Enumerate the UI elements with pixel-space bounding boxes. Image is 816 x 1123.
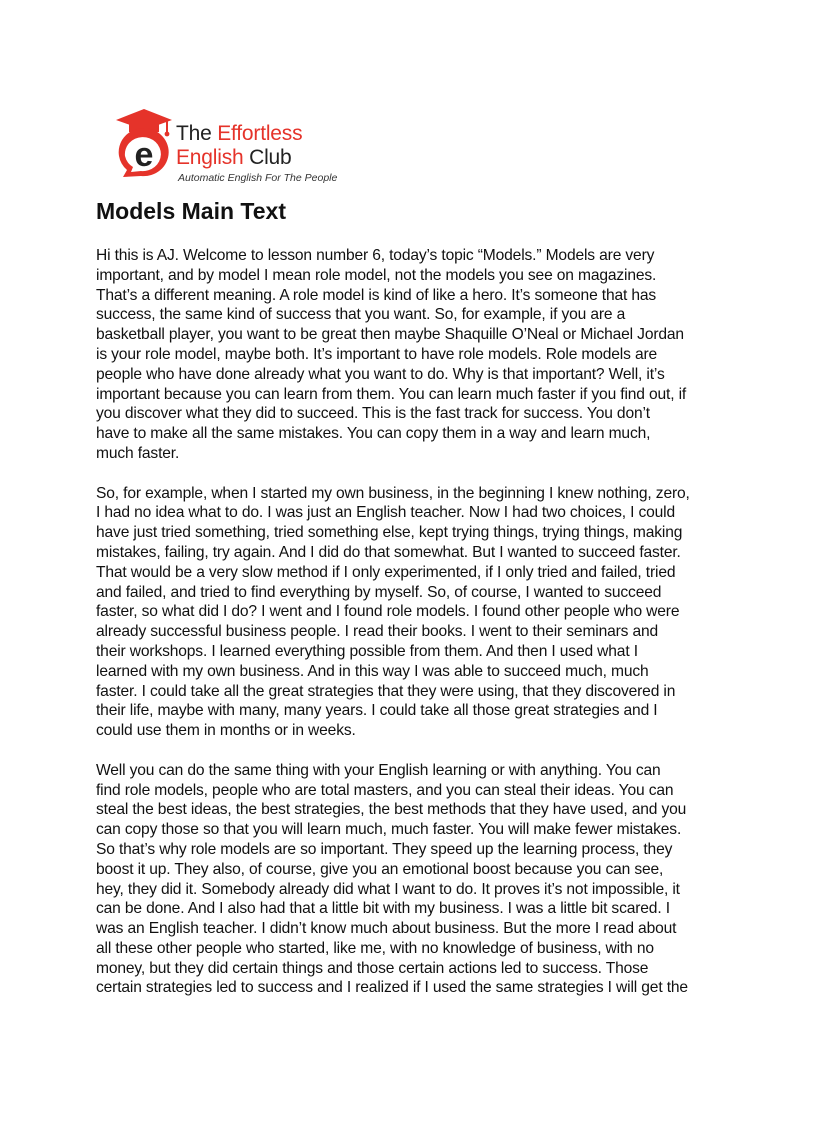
logo-mark-letter: e bbox=[134, 136, 154, 174]
body-paragraph-3: Well you can do the same thing with your English learning or with anything. You can find role models, people who are total masters, and you can steal their ideas. You can steal the best ideas, the best strategies, the best methods that they have used, and you can copy those so that you will learn much, much faster. You will make fewer mistakes. So that’s why role models are so important. They speed up the learning process, they boost it up. They also, of course, give you an emotional boost because you can see, hey, they did it. Somebody already did what I want to do. It proves it’s not impossible, it can be done. And I also had that a little bit with my business. I was a little bit scared. I was an English teacher. I didn’t know much about business. But the more I read about all these other people who started, like me, with no knowledge of business, with no money, but they did certain things and those certain actions led to success. Those certain strategies led to success and I realized if I used the same strategies I will get the bbox=[96, 761, 688, 997]
logo-tagline: Automatic English For The People bbox=[178, 172, 338, 184]
document-title: Models Main Text bbox=[96, 198, 286, 224]
logo-word-club: Club bbox=[249, 146, 292, 169]
body-paragraph-2: So, for example, when I started my own business, in the beginning I knew nothing, zero, I had no idea what to do. I was just an English teacher. Now I had two choices, I could have just tried something, tried something else, kept trying things, trying things, making mistakes, failing, try again. And I did do that somewhat. But I wanted to succeed faster. That would be a very slow method if I only experimented, if I only tried and failed, tried and failed, and tried to find everything by myself. So, of course, I wanted to succeed faster, so what did I do? I went and I found role models. I found other people who were already successful business people. I read their books. I went to their seminars and their workshops. I learned everything possible from them. And then I used what I learned with my own business. And in this way I was able to succeed much, much faster. I could take all the great strategies that they were using, that they discovered in their life, maybe with many, many years. I could take all those great strategies and I could use them in months or in weeks. bbox=[96, 484, 690, 740]
graduation-cap-e-icon bbox=[110, 106, 174, 178]
logo-word-effortless: Effortless bbox=[217, 122, 303, 145]
effortless-english-club-logo bbox=[110, 106, 370, 188]
logo-title-line-2 bbox=[176, 146, 292, 170]
document-body bbox=[96, 246, 728, 1018]
body-paragraph-1: Hi this is AJ. Welcome to lesson number 6, today’s topic “Models.” Models are very important, and by model I mean role model, not the models you see on magazines. That’s a different meaning. A role model is kind of like a hero. It’s someone that has success, the same kind of success that you want. So, for example, if you are a basketball player, you want to be great then maybe Shaquille O’Neal or Michael Jordan is your role model, maybe both. It’s important to have role models. Role models are people who have done already what you want to do. Why is that important? Well, it’s important because you can learn from them. You can learn much faster if you find out, if you discover what they did to succeed. This is the fast track for success. You don’t have to make all the same mistakes. You can copy them in a way and learn much, much faster. bbox=[96, 247, 687, 462]
logo-word-the: The bbox=[176, 122, 218, 145]
logo-word-english: English bbox=[176, 146, 250, 169]
logo-title-line-1 bbox=[176, 122, 302, 146]
